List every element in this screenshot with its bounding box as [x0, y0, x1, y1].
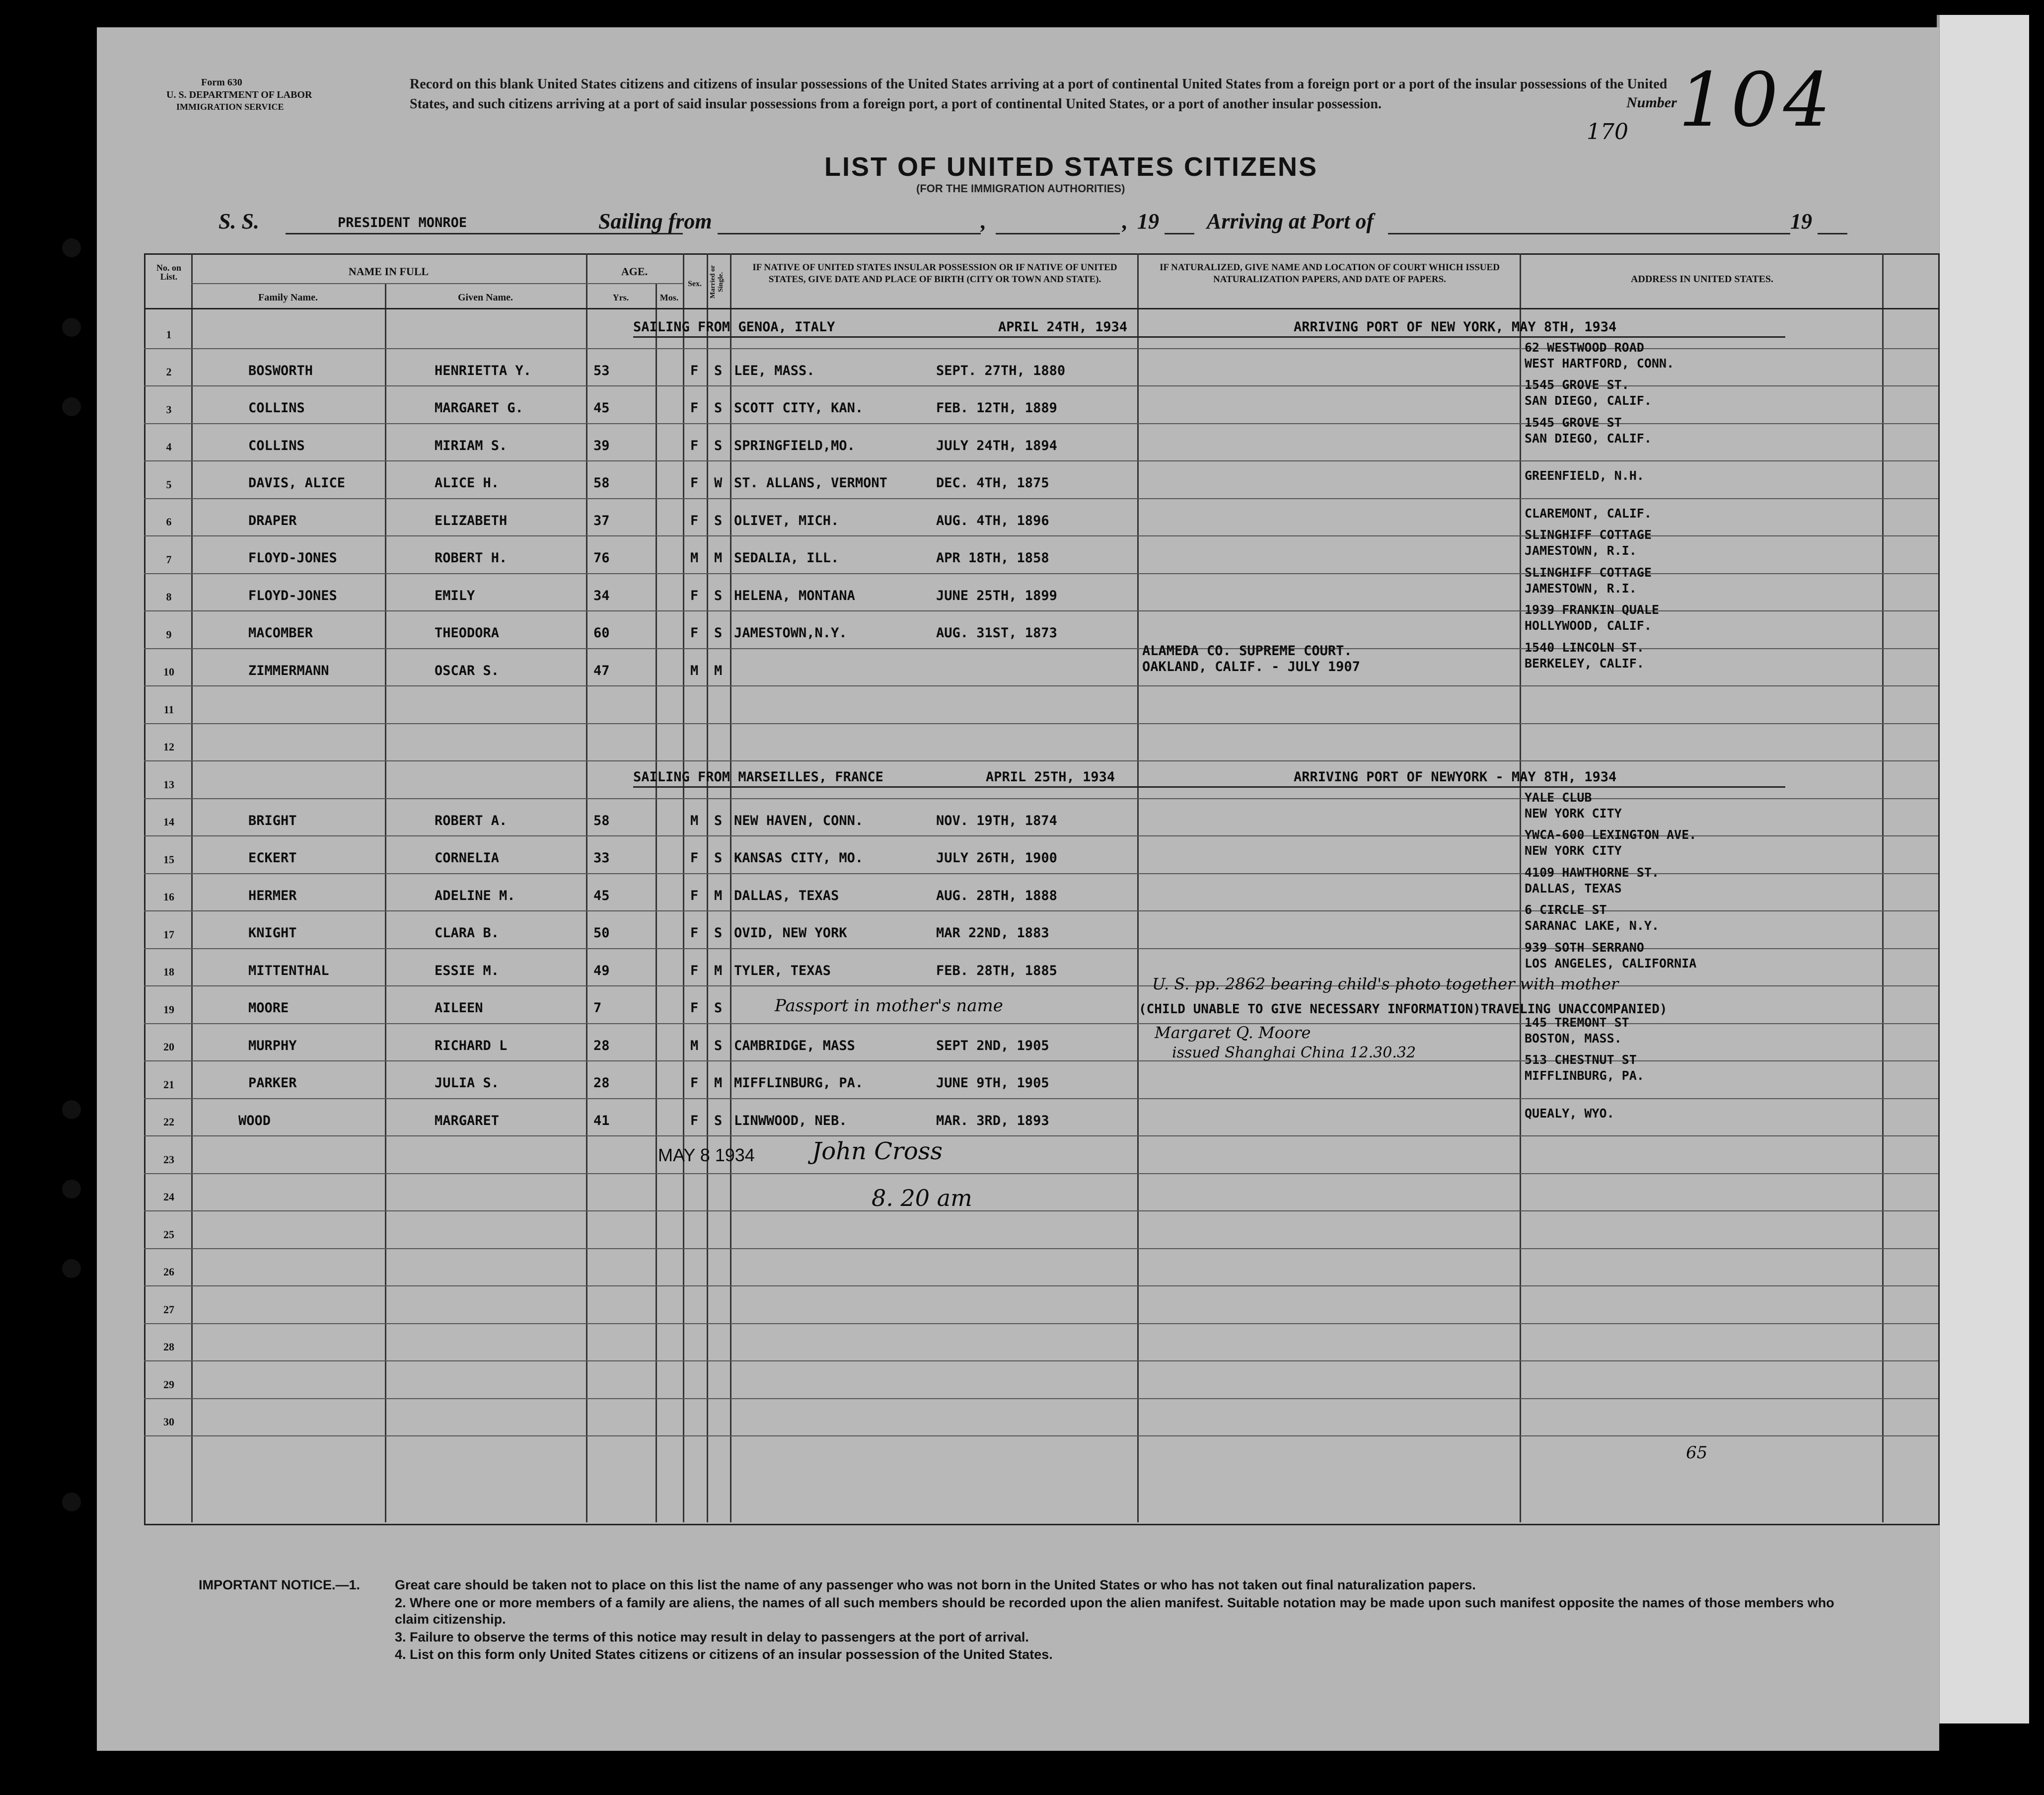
row-rule — [144, 1248, 1938, 1249]
row-number: 11 — [163, 703, 174, 716]
naturalization-date: OAKLAND, CALIF. - JULY 1907 — [1142, 659, 1360, 674]
address-line-1: 4109 HAWTHORNE ST. — [1525, 865, 1659, 880]
mother-name-note: Margaret Q. Moore — [1155, 1023, 1311, 1042]
row-rule — [144, 573, 1938, 574]
address-line-2: BERKELEY, CALIF. — [1525, 656, 1644, 671]
family-name: MACOMBER — [248, 625, 313, 641]
punch-hole — [62, 397, 81, 416]
age-years: 41 — [593, 1113, 610, 1128]
page-mark: 65 — [1686, 1443, 1708, 1463]
marital-status: S — [714, 925, 723, 941]
birthplace: NEW HAVEN, CONN. — [734, 813, 864, 828]
address-line-2: HOLLYWOOD, CALIF. — [1525, 618, 1652, 633]
row-number: 21 — [163, 1078, 174, 1091]
family-name: DRAPER — [248, 513, 297, 528]
sex: F — [690, 588, 699, 603]
row-rule — [144, 423, 1938, 424]
given-name: OSCAR S. — [435, 663, 500, 678]
sex: F — [690, 475, 699, 491]
col-divider — [385, 283, 386, 1522]
address-line-2: CLAREMONT, CALIF. — [1525, 506, 1652, 521]
col-divider — [656, 283, 657, 1522]
notice-item-2: 2. Where one or more members of a family are aliens, the names of all such members should be recorded upon the alien manifest. Suitable notation may be made upon such manifest opposite the names of those members who claim citizenship. — [395, 1595, 1834, 1627]
sailing-underline — [718, 233, 981, 234]
given-name: ROBERT A. — [435, 813, 508, 828]
address-line-2: SARANAC LAKE, N.Y. — [1525, 918, 1659, 933]
birthdate: FEB. 12TH, 1889 — [936, 400, 1057, 416]
row-number: 3 — [166, 403, 172, 416]
row-number: 22 — [163, 1116, 174, 1128]
section-sailing: SAILING FROM MARSEILLES, FRANCE — [633, 769, 883, 785]
col-header-sex: Sex. — [688, 280, 702, 288]
row-number: 10 — [163, 666, 174, 678]
moore-passport-note: Passport in mother's name — [775, 996, 1003, 1016]
notice-label: IMPORTANT NOTICE.—1. — [199, 1577, 361, 1592]
marital-status: S — [714, 588, 723, 603]
birthplace: MIFFLINBURG, PA. — [734, 1075, 864, 1091]
service: IMMIGRATION SERVICE — [176, 102, 284, 112]
age-years: 28 — [593, 1038, 610, 1053]
row-number: 4 — [166, 441, 172, 453]
birthplace: SEDALIA, ILL. — [734, 550, 839, 566]
col-divider — [1520, 253, 1521, 1522]
sex: F — [690, 1075, 699, 1091]
date-underline — [996, 233, 1120, 234]
row-number: 14 — [163, 816, 174, 828]
sex: F — [690, 888, 699, 903]
row-number: 16 — [163, 891, 174, 903]
row-rule — [144, 1360, 1938, 1361]
birthdate: FEB. 28TH, 1885 — [936, 963, 1057, 978]
row-number: 7 — [166, 553, 172, 566]
birthdate: JUNE 9TH, 1905 — [936, 1075, 1049, 1091]
address-line-2: QUEALY, WYO. — [1525, 1106, 1614, 1121]
birthdate: SEPT 2ND, 1905 — [936, 1038, 1049, 1053]
given-name: ESSIE M. — [435, 963, 500, 978]
row-number: 5 — [166, 478, 172, 491]
given-name: ROBERT H. — [435, 550, 508, 566]
address-line-1: 939 SOTH SERRANO — [1525, 940, 1644, 955]
row-rule — [144, 1285, 1938, 1286]
sex: F — [690, 513, 699, 528]
header-rule — [586, 283, 683, 284]
col-divider — [730, 253, 731, 1522]
col-header-yrs: Yrs. — [612, 293, 629, 302]
row-rule — [144, 948, 1938, 949]
row-rule — [144, 723, 1938, 724]
row-rule — [144, 1173, 1938, 1174]
family-name: DAVIS, ALICE — [248, 475, 346, 491]
birthdate: JULY 24TH, 1894 — [936, 438, 1057, 453]
family-name: ECKERT — [248, 850, 297, 866]
row-number: 28 — [163, 1341, 174, 1353]
form-title: LIST OF UNITED STATES CITIZENS — [824, 152, 1318, 182]
section-arriving: ARRIVING PORT OF NEW YORK, MAY 8TH, 1934 — [1294, 319, 1617, 335]
row-rule — [144, 610, 1938, 611]
marital-status: S — [714, 625, 723, 641]
row-rule — [144, 798, 1938, 799]
inspection-time: 8. 20 am — [872, 1185, 972, 1211]
row-number: 24 — [163, 1191, 174, 1203]
sex: F — [690, 400, 699, 416]
marital-status: S — [714, 1000, 723, 1016]
given-name: ELIZABETH — [435, 513, 508, 528]
row-number: 23 — [163, 1153, 174, 1166]
arrival-stamp: MAY 8 1934 — [658, 1145, 755, 1165]
section-sailing: SAILING FROM GENOA, ITALY — [633, 319, 835, 335]
birthdate: AUG. 31ST, 1873 — [936, 625, 1057, 641]
age-years: 45 — [593, 888, 610, 903]
family-name: BRIGHT — [248, 813, 297, 828]
section-date: APRIL 24TH, 1934 — [998, 319, 1128, 335]
birthplace: OVID, NEW YORK — [734, 925, 847, 941]
marital-status: S — [714, 513, 723, 528]
header-bottom-rule — [144, 308, 1938, 309]
comma-1: , — [981, 209, 986, 233]
age-years: 39 — [593, 438, 610, 453]
address-line-2: MIFFLINBURG, PA. — [1525, 1068, 1644, 1083]
address-line-1: YALE CLUB — [1525, 790, 1592, 805]
row-number: 15 — [163, 853, 174, 866]
number-label: Number — [1626, 94, 1677, 111]
child-info-note: (CHILD UNABLE TO GIVE NECESSARY INFORMATION)TRAVELING UNACCOMPANIED) — [1139, 1002, 1668, 1017]
marital-status: W — [714, 475, 723, 491]
birthplace: LEE, MASS. — [734, 363, 815, 378]
age-years: 37 — [593, 513, 610, 528]
birthplace: ST. ALLANS, VERMONT — [734, 475, 887, 491]
sex: F — [690, 850, 699, 866]
birthdate: DEC. 4TH, 1875 — [936, 475, 1049, 491]
row-number: 25 — [163, 1228, 174, 1241]
col-divider — [683, 253, 684, 1522]
sex: M — [690, 1038, 699, 1053]
birthdate: JULY 26TH, 1900 — [936, 850, 1057, 866]
row-number: 1 — [166, 328, 172, 341]
address-line-1: 1939 FRANKIN QUALE — [1525, 602, 1659, 617]
given-name: CORNELIA — [435, 850, 500, 866]
birthplace: DALLAS, TEXAS — [734, 888, 839, 903]
year-prefix-2: 19 — [1790, 209, 1812, 233]
address-line-1: 1545 GROVE ST — [1525, 415, 1622, 430]
col-header-address: ADDRESS IN UNITED STATES. — [1630, 274, 1774, 285]
row-rule — [144, 460, 1938, 461]
family-name: FLOYD-JONES — [248, 550, 337, 566]
naturalization-court: ALAMEDA CO. SUPREME COURT. — [1142, 643, 1352, 659]
punch-hole — [62, 1259, 81, 1278]
sex: M — [690, 663, 699, 678]
row-number: 9 — [166, 628, 172, 641]
row-rule — [144, 1398, 1938, 1399]
punch-hole — [62, 238, 81, 257]
punch-hole — [62, 1100, 81, 1119]
address-line-2: GREENFIELD, N.H. — [1525, 468, 1644, 483]
row-rule — [144, 985, 1938, 986]
family-name: BOSWORTH — [248, 363, 313, 378]
birthdate: AUG. 28TH, 1888 — [936, 888, 1057, 903]
marital-status: S — [714, 363, 723, 378]
row-number: 20 — [163, 1041, 174, 1053]
row-rule — [144, 873, 1938, 874]
sex: F — [690, 925, 699, 941]
given-name: MARGARET G. — [435, 400, 523, 416]
section-date: APRIL 25TH, 1934 — [986, 769, 1115, 785]
given-name: EMILY — [435, 588, 475, 603]
row-rule — [144, 1060, 1938, 1061]
row-rule — [144, 760, 1938, 761]
notice-item-4: 4. List on this form only United States citizens or citizens of an insular possession of the United States. — [395, 1647, 1053, 1662]
col-header-married: Married or Single. — [709, 265, 725, 299]
address-line-1: 62 WESTWOOD ROAD — [1525, 340, 1644, 355]
birthplace: LINWWOOD, NEB. — [734, 1113, 847, 1128]
sex: F — [690, 1000, 699, 1016]
sex: F — [690, 438, 699, 453]
marital-status: M — [714, 888, 723, 903]
marital-status: S — [714, 1113, 723, 1128]
given-name: HENRIETTA Y. — [435, 363, 532, 378]
address-line-1: 513 CHESTNUT ST — [1525, 1052, 1637, 1067]
age-years: 34 — [593, 588, 610, 603]
address-line-2: BOSTON, MASS. — [1525, 1031, 1622, 1046]
sex: M — [690, 813, 699, 828]
family-name: PARKER — [248, 1075, 297, 1091]
row-rule — [144, 1435, 1938, 1436]
address-line-2: SAN DIEGO, CALIF. — [1525, 431, 1652, 446]
address-line-2: NEW YORK CITY — [1525, 806, 1622, 821]
age-years: 33 — [593, 850, 610, 866]
punch-hole — [62, 318, 81, 337]
family-name: KNIGHT — [248, 925, 297, 941]
age-years: 7 — [593, 1000, 602, 1016]
row-number: 12 — [163, 741, 174, 753]
birthdate: MAR 22ND, 1883 — [936, 925, 1049, 941]
family-name: MITTENTHAL — [248, 963, 329, 978]
birthdate: NOV. 19TH, 1874 — [936, 813, 1057, 828]
marital-status: S — [714, 850, 723, 866]
list-number: 104 — [1679, 57, 1836, 144]
col-header-given: Given Name. — [457, 292, 513, 303]
col-header-birth: IF NATIVE OF UNITED STATES INSULAR POSSESSION OR IF NATIVE OF UNITED STATES, GIVE DATE AND PLACE OF BIRTH (CITY OR TOWN AND STATE). — [752, 262, 1117, 285]
col-divider — [586, 253, 587, 1522]
given-name: RICHARD L — [435, 1038, 508, 1053]
sex: M — [690, 550, 699, 566]
birthdate: APR 18TH, 1858 — [936, 550, 1049, 566]
address-line-1: 1545 GROVE ST. — [1525, 377, 1629, 392]
punch-hole — [62, 1493, 81, 1511]
ss-label: S. S. — [219, 209, 259, 233]
manifest-sheet — [97, 27, 1939, 1751]
given-name: THEODORA — [435, 625, 500, 641]
col-header-mos: Mos. — [659, 293, 679, 302]
row-number: 19 — [163, 1003, 174, 1016]
birthplace: HELENA, MONTANA — [734, 588, 855, 603]
family-name: FLOYD-JONES — [248, 588, 337, 603]
given-name: AILEEN — [435, 1000, 483, 1016]
year-underline — [1165, 233, 1194, 234]
family-name: COLLINS — [248, 400, 305, 416]
col-header-no: No. on List. — [156, 263, 181, 282]
given-name: ALICE H. — [435, 475, 500, 491]
address-line-1: YWCA-600 LEXINGTON AVE. — [1525, 827, 1697, 842]
address-line-1: SLINGHIFF COTTAGE — [1525, 565, 1652, 580]
row-rule — [144, 910, 1938, 911]
address-line-2: JAMESTOWN, R.I. — [1525, 543, 1637, 558]
given-name: CLARA B. — [435, 925, 500, 941]
col-divider — [191, 253, 193, 1522]
punch-hole — [62, 1180, 81, 1198]
birthplace: CAMBRIDGE, MASS — [734, 1038, 855, 1053]
col-header-naturalized: IF NATURALIZED, GIVE NAME AND LOCATION OF COURT WHICH ISSUED NATURALIZATION PAPERS, AND DATE OF PAPERS. — [1160, 262, 1500, 285]
given-name: JULIA S. — [435, 1075, 500, 1091]
address-line-1: 6 CIRCLE ST — [1525, 902, 1607, 917]
birthdate: MAR. 3RD, 1893 — [936, 1113, 1049, 1128]
row-rule — [144, 348, 1938, 349]
department: U. S. DEPARTMENT OF LABOR — [166, 89, 312, 100]
address-line-2: DALLAS, TEXAS — [1525, 881, 1622, 896]
form-subtitle: (FOR THE IMMIGRATION AUTHORITIES) — [916, 182, 1125, 195]
row-number: 30 — [163, 1416, 174, 1428]
row-rule — [144, 1098, 1938, 1099]
birthplace: SPRINGFIELD,MO. — [734, 438, 855, 453]
comma-2: , — [1122, 209, 1128, 233]
marital-status: S — [714, 813, 723, 828]
row-number: 13 — [163, 778, 174, 791]
age-years: 76 — [593, 550, 610, 566]
year-underline-2 — [1818, 233, 1847, 234]
marital-status: S — [714, 438, 723, 453]
row-rule — [144, 498, 1938, 499]
row-rule — [144, 1210, 1938, 1211]
age-years: 58 — [593, 475, 610, 491]
age-years: 58 — [593, 813, 610, 828]
row-number: 18 — [163, 966, 174, 978]
row-rule — [144, 1135, 1938, 1136]
port-underline — [1388, 233, 1790, 234]
issued-note: issued Shanghai China 12.30.32 — [1172, 1044, 1416, 1061]
age-years: 45 — [593, 400, 610, 416]
header-rule — [191, 283, 586, 284]
family-name: COLLINS — [248, 438, 305, 453]
sex: F — [690, 1113, 699, 1128]
address-line-2: SAN DIEGO, CALIF. — [1525, 393, 1652, 408]
marital-status: M — [714, 1075, 723, 1091]
row-number: 6 — [166, 516, 172, 528]
birthplace: SCOTT CITY, KAN. — [734, 400, 864, 416]
marital-status: M — [714, 963, 723, 978]
row-rule — [144, 648, 1938, 649]
birthplace: KANSAS CITY, MO. — [734, 850, 864, 866]
given-name: MARGARET — [435, 1113, 500, 1128]
family-name: MURPHY — [248, 1038, 297, 1053]
birthplace: OLIVET, MICH. — [734, 513, 839, 528]
family-name: HERMER — [248, 888, 297, 903]
year-prefix-1: 19 — [1137, 209, 1159, 233]
birthdate: AUG. 4TH, 1896 — [936, 513, 1049, 528]
row-rule — [144, 1023, 1938, 1024]
family-name: MOORE — [248, 1000, 289, 1016]
age-years: 50 — [593, 925, 610, 941]
arriving-label: Arriving at Port of — [1207, 209, 1374, 233]
section-arriving: ARRIVING PORT OF NEWYORK - MAY 8TH, 1934 — [1294, 769, 1617, 785]
given-name: MIRIAM S. — [435, 438, 508, 453]
marital-status: S — [714, 400, 723, 416]
row-number: 8 — [166, 591, 172, 603]
age-years: 28 — [593, 1075, 610, 1091]
row-rule — [144, 385, 1938, 386]
address-line-1: 1540 LINCOLN ST. — [1525, 640, 1644, 655]
row-number: 29 — [163, 1378, 174, 1391]
family-name: ZIMMERMANN — [248, 663, 329, 678]
stamp-number: 170 — [1587, 119, 1628, 145]
sex: F — [690, 363, 699, 378]
sex: F — [690, 963, 699, 978]
form-number: Form 630 — [201, 77, 242, 88]
row-number: 27 — [163, 1303, 174, 1316]
birthplace: TYLER, TEXAS — [734, 963, 831, 978]
address-line-2: LOS ANGELES, CALIFORNIA — [1525, 956, 1697, 971]
age-years: 49 — [593, 963, 610, 978]
marital-status: M — [714, 550, 723, 566]
col-divider — [1882, 253, 1884, 1522]
section-underline — [633, 786, 1785, 788]
given-name: ADELINE M. — [435, 888, 515, 903]
row-rule — [144, 535, 1938, 536]
age-years: 47 — [593, 663, 610, 678]
ship-name: PRESIDENT MONROE — [338, 215, 467, 230]
age-years: 53 — [593, 363, 610, 378]
marital-status: M — [714, 663, 723, 678]
row-number: 17 — [163, 928, 174, 941]
col-header-age: AGE. — [621, 265, 648, 278]
row-rule — [144, 685, 1938, 686]
address-line-2: JAMESTOWN, R.I. — [1525, 581, 1637, 596]
adjacent-page-edge-outer — [1937, 15, 2029, 1723]
col-divider — [707, 253, 708, 1522]
sailing-from-label: Sailing from — [598, 209, 712, 233]
inspector-signature: John Cross — [812, 1137, 943, 1165]
address-line-1: 145 TREMONT ST — [1525, 1015, 1629, 1030]
notice-item-1: Great care should be taken not to place on this list the name of any passenger who was not born in the United States or who has not taken out final naturalization papers. — [395, 1577, 1476, 1592]
col-header-family: Family Name. — [258, 292, 318, 303]
age-years: 60 — [593, 625, 610, 641]
col-header-name: NAME IN FULL — [348, 265, 429, 278]
address-line-2: WEST HARTFORD, CONN. — [1525, 356, 1675, 371]
address-line-2: NEW YORK CITY — [1525, 843, 1622, 858]
row-number: 2 — [166, 366, 172, 378]
form-instructions: Record on this blank United States citizens and citizens of insular possessions of the United States arriving at a port of continental United States from a foreign port or a port of the insular possessions of the United States, and such citizens arriving at a port of said insular possessions from a foreign port, a port of continental United States, or a port of another insular possession. — [410, 76, 1668, 112]
birthplace: JAMESTOWN,N.Y. — [734, 625, 847, 641]
row-number: 26 — [163, 1266, 174, 1278]
uspp-note: U. S. pp. 2862 bearing child's photo together with mother — [1152, 974, 1619, 993]
notice-item-3: 3. Failure to observe the terms of this notice may result in delay to passengers at the port of arrival. — [395, 1630, 1029, 1645]
section-underline — [633, 336, 1785, 338]
birthdate: JUNE 25TH, 1899 — [936, 588, 1057, 603]
col-divider — [1137, 253, 1139, 1522]
row-rule — [144, 1323, 1938, 1324]
marital-status: S — [714, 1038, 723, 1053]
birthdate: SEPT. 27TH, 1880 — [936, 363, 1066, 378]
sex: F — [690, 625, 699, 641]
address-line-1: SLINGHIFF COTTAGE — [1525, 527, 1652, 542]
family-name: WOOD — [238, 1113, 271, 1128]
